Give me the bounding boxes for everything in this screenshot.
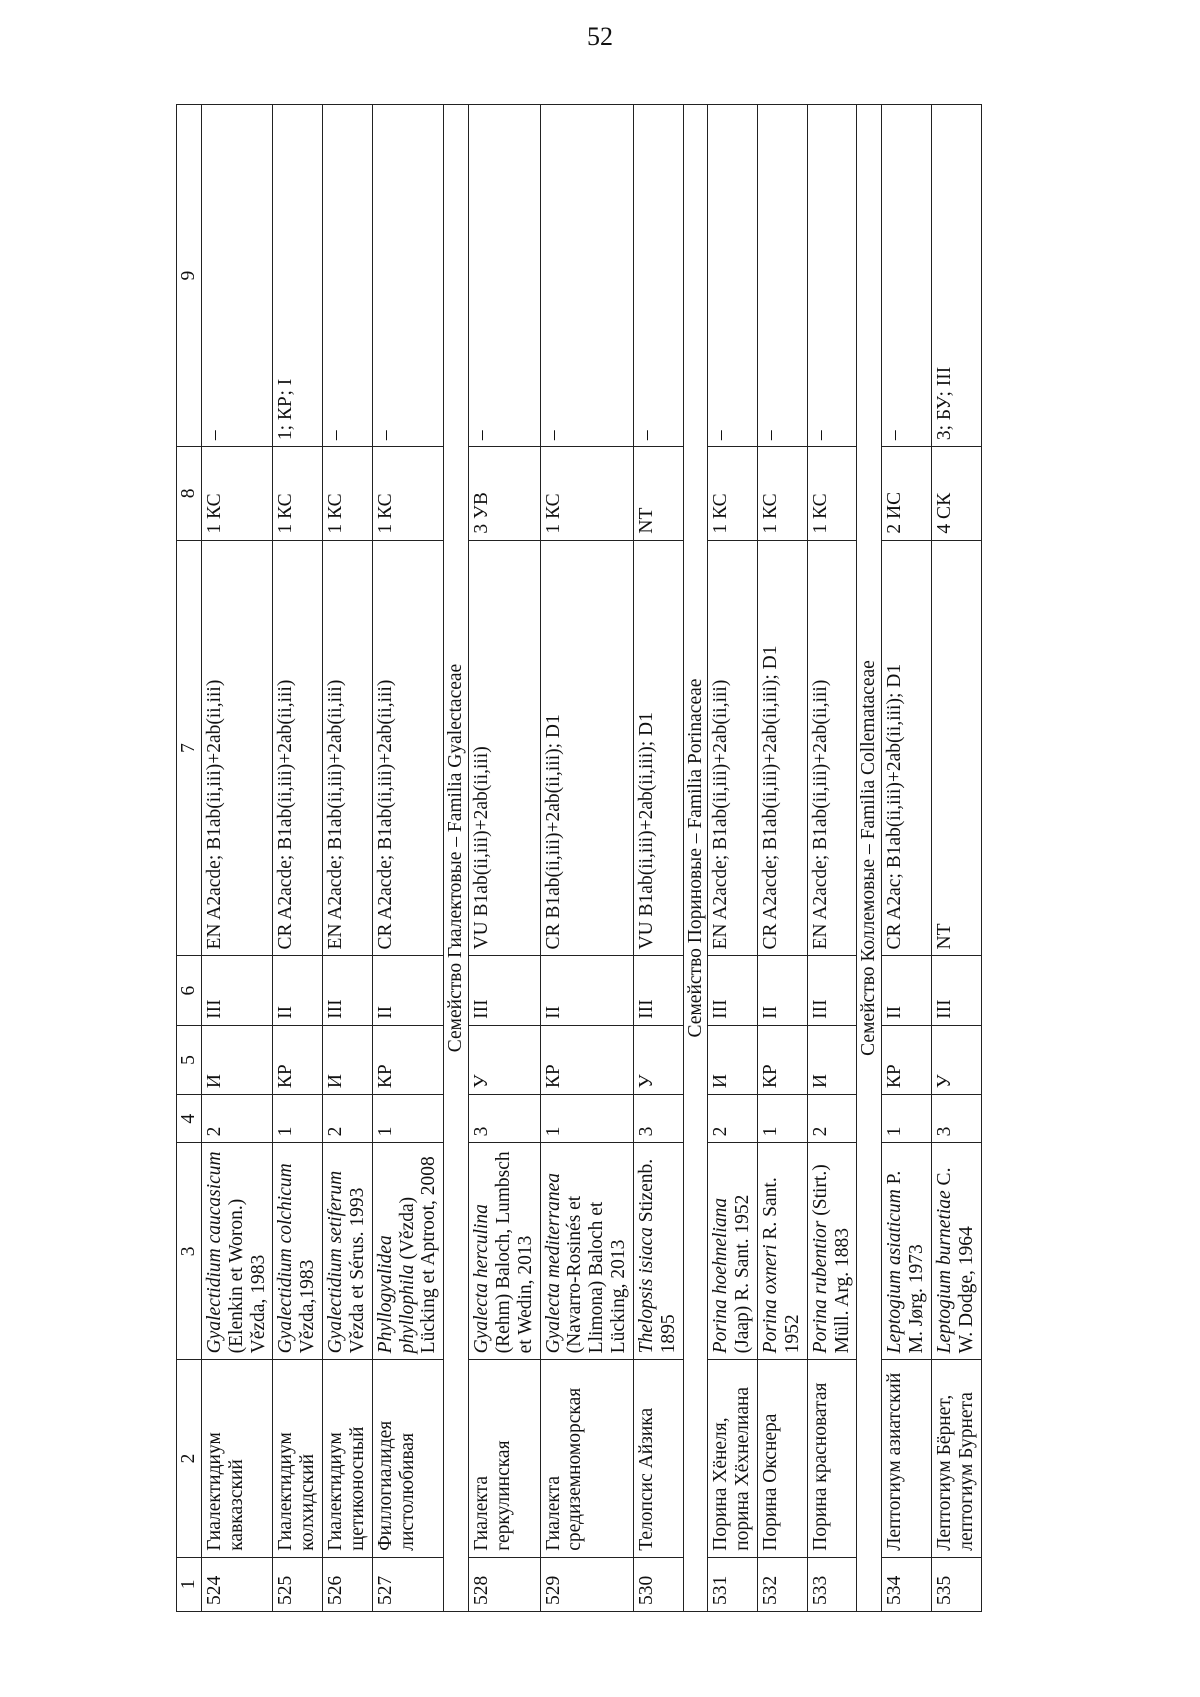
column-number-row bbox=[177, 105, 202, 1612]
family-header-row bbox=[444, 105, 469, 1612]
column-8-value: 1 КС bbox=[807, 447, 857, 540]
table-row bbox=[931, 105, 981, 1612]
column-8-value: 2 ИС bbox=[882, 447, 932, 540]
column-5-value: И bbox=[708, 1025, 758, 1094]
russian-name: Гиалекта средиземноморская bbox=[540, 1360, 633, 1557]
russian-name: Гиалектидиум кавказский bbox=[202, 1360, 273, 1557]
table-body bbox=[202, 105, 982, 1612]
table-row bbox=[202, 105, 273, 1612]
iucn-criteria: VU B1ab(ii,iii)+2ab(ii,iii) bbox=[469, 540, 540, 956]
species-number: 529 bbox=[540, 1557, 633, 1611]
scientific-name bbox=[469, 1143, 540, 1360]
column-number: 6 bbox=[177, 956, 202, 1025]
column-5-value: И bbox=[202, 1025, 273, 1094]
column-6-value: III bbox=[807, 956, 857, 1025]
species-number: 528 bbox=[469, 1557, 540, 1611]
column-number: 7 bbox=[177, 540, 202, 956]
column-6-value: II bbox=[273, 956, 323, 1025]
iucn-criteria: EN A2acde; B1ab(ii,iii)+2ab(ii,iii) bbox=[807, 540, 857, 956]
iucn-criteria: CR B1ab(ii,iii)+2ab(ii,iii); D1 bbox=[540, 540, 633, 956]
iucn-criteria: EN A2acde; B1ab(ii,iii)+2ab(ii,iii) bbox=[708, 540, 758, 956]
column-number: 8 bbox=[177, 447, 202, 540]
russian-name: Лептогиум азиатский bbox=[882, 1360, 932, 1557]
column-9-value: – bbox=[372, 105, 443, 447]
column-number: 3 bbox=[177, 1143, 202, 1360]
latin-binomial: Gyalectidium colchicum bbox=[275, 1163, 297, 1354]
column-6-value: II bbox=[540, 956, 633, 1025]
family-header: Семейство Пориновые – Familia Porinaceae bbox=[683, 105, 708, 1612]
table-row bbox=[807, 105, 857, 1612]
column-4-value: 2 bbox=[807, 1095, 857, 1143]
author-citation: (Elenkin et Woron.) Vězda, 1983 bbox=[225, 1198, 269, 1354]
russian-name: Гиалектидиум колхидский bbox=[273, 1360, 323, 1557]
column-8-value: 1 КС bbox=[202, 447, 273, 540]
family-header-row bbox=[683, 105, 708, 1612]
column-number: 5 bbox=[177, 1025, 202, 1094]
column-4-value: 2 bbox=[708, 1095, 758, 1143]
column-9-value: – bbox=[469, 105, 540, 447]
column-8-value: 1 КС bbox=[540, 447, 633, 540]
author-citation: R. Sant. 1952 bbox=[760, 1177, 803, 1354]
author-citation: (Jaap) R. Sant. 1952 bbox=[732, 1194, 754, 1354]
column-8-value: 1 КС bbox=[323, 447, 373, 540]
column-5-value: КР bbox=[540, 1025, 633, 1094]
species-number: 532 bbox=[758, 1557, 808, 1611]
scientific-name bbox=[807, 1143, 857, 1360]
column-9-value: – bbox=[708, 105, 758, 447]
family-header: Семейство Коллемовые – Familia Collemataceae bbox=[857, 105, 882, 1612]
iucn-criteria: NT bbox=[931, 540, 981, 956]
column-6-value: III bbox=[202, 956, 273, 1025]
column-4-value: 1 bbox=[372, 1095, 443, 1143]
column-6-value: III bbox=[633, 956, 683, 1025]
column-9-value: – bbox=[758, 105, 808, 447]
scientific-name bbox=[882, 1143, 932, 1360]
russian-name: Порина красноватая bbox=[807, 1360, 857, 1557]
column-8-value: 4 СК bbox=[931, 447, 981, 540]
iucn-criteria: CR A2acde; B1ab(ii,iii)+2ab(ii,iii); D1 bbox=[758, 540, 808, 956]
russian-name: Гиалекта геркулинская bbox=[469, 1360, 540, 1557]
latin-binomial: Porina rubentior bbox=[809, 1220, 831, 1354]
table-row bbox=[469, 105, 540, 1612]
latin-binomial: Porina oxneri bbox=[760, 1244, 782, 1354]
russian-name: Телопсис Айзика bbox=[633, 1360, 683, 1557]
column-9-value: – bbox=[807, 105, 857, 447]
column-4-value: 1 bbox=[882, 1095, 932, 1143]
table-row bbox=[323, 105, 373, 1612]
species-number: 530 bbox=[633, 1557, 683, 1611]
author-citation: Vězda et Sérus. 1993 bbox=[346, 1187, 368, 1354]
column-5-value: КР bbox=[372, 1025, 443, 1094]
family-header: Семейство Гиалектовые – Familia Gyalectaceae bbox=[444, 105, 469, 1612]
latin-binomial: Porina hoehneliana bbox=[710, 1197, 732, 1354]
author-citation: P. M. Jørg. 1973 bbox=[884, 1170, 928, 1354]
column-4-value: 3 bbox=[469, 1095, 540, 1143]
species-number: 527 bbox=[372, 1557, 443, 1611]
column-5-value: КР bbox=[882, 1025, 932, 1094]
russian-name: Порина Хёнеля, порина Хёхнелиана bbox=[708, 1360, 758, 1557]
author-citation: (Rehm) Baloch, Lumbsch et Wedin, 2013 bbox=[492, 1151, 536, 1354]
table-row bbox=[273, 105, 323, 1612]
russian-name: Гиалектидиум щетиконосный bbox=[323, 1360, 373, 1557]
column-6-value: II bbox=[758, 956, 808, 1025]
column-9-value: – bbox=[202, 105, 273, 447]
column-4-value: 2 bbox=[202, 1095, 273, 1143]
column-8-value: NT bbox=[633, 447, 683, 540]
column-8-value: 1 КС bbox=[273, 447, 323, 540]
table-row bbox=[540, 105, 633, 1612]
species-number: 533 bbox=[807, 1557, 857, 1611]
author-citation: (Stirt.) Müll. Arg. 1883 bbox=[809, 1164, 853, 1354]
iucn-criteria: CR A2acde; B1ab(ii,iii)+2ab(ii,iii) bbox=[273, 540, 323, 956]
russian-name: Лептогиум Бёрнет, лептогиум Бурнета bbox=[931, 1360, 981, 1557]
column-4-value: 2 bbox=[323, 1095, 373, 1143]
species-number: 526 bbox=[323, 1557, 373, 1611]
column-5-value: И bbox=[323, 1025, 373, 1094]
iucn-criteria: EN A2acde; B1ab(ii,iii)+2ab(ii,iii) bbox=[323, 540, 373, 956]
species-number: 524 bbox=[202, 1557, 273, 1611]
column-9-value: – bbox=[540, 105, 633, 447]
column-6-value: III bbox=[323, 956, 373, 1025]
column-5-value: И bbox=[807, 1025, 857, 1094]
author-citation: (Navarro-Rosinés et Llimona) Baloch et Lücking, 2013 bbox=[564, 1195, 630, 1354]
column-number: 4 bbox=[177, 1095, 202, 1143]
column-number: 1 bbox=[177, 1557, 202, 1611]
column-5-value: У bbox=[469, 1025, 540, 1094]
latin-binomial: Thelopsis isiaca bbox=[635, 1227, 657, 1354]
column-number: 2 bbox=[177, 1360, 202, 1557]
table-row bbox=[708, 105, 758, 1612]
column-9-value: 1; КР; I bbox=[273, 105, 323, 447]
column-4-value: 1 bbox=[758, 1095, 808, 1143]
latin-binomial: Gyalecta mediterranea bbox=[542, 1173, 564, 1354]
column-6-value: II bbox=[882, 956, 932, 1025]
species-number: 534 bbox=[882, 1557, 932, 1611]
scientific-name bbox=[323, 1143, 373, 1360]
column-6-value: III bbox=[708, 956, 758, 1025]
red-list-table bbox=[176, 104, 982, 1612]
iucn-criteria: CR A2acde; B1ab(ii,iii)+2ab(ii,iii) bbox=[372, 540, 443, 956]
latin-binomial: Leptogium burnetiae bbox=[933, 1190, 955, 1354]
latin-binomial: Phyllogyalidea phyllophila bbox=[374, 1235, 418, 1354]
page-number: 52 bbox=[587, 22, 613, 51]
column-5-value: У bbox=[633, 1025, 683, 1094]
table-row bbox=[372, 105, 443, 1612]
column-5-value: КР bbox=[758, 1025, 808, 1094]
author-citation: (Vězda) Lücking et Aptroot, 2008 bbox=[396, 1156, 440, 1354]
iucn-criteria: EN A2acde; B1ab(ii,iii)+2ab(ii,iii) bbox=[202, 540, 273, 956]
species-number: 535 bbox=[931, 1557, 981, 1611]
scientific-name bbox=[372, 1143, 443, 1360]
scientific-name bbox=[273, 1143, 323, 1360]
column-9-value: – bbox=[882, 105, 932, 447]
column-9-value: 3; БУ; III bbox=[931, 105, 981, 447]
scientific-name bbox=[633, 1143, 683, 1360]
column-4-value: 3 bbox=[633, 1095, 683, 1143]
column-5-value: КР bbox=[273, 1025, 323, 1094]
latin-binomial: Gyalectidium caucasicum bbox=[204, 1151, 225, 1354]
latin-binomial: Leptogium asiaticum bbox=[884, 1189, 906, 1354]
column-6-value: III bbox=[931, 956, 981, 1025]
scientific-name bbox=[202, 1143, 273, 1360]
species-number: 525 bbox=[273, 1557, 323, 1611]
column-9-value: – bbox=[633, 105, 683, 447]
russian-name: Порина Окснера bbox=[758, 1360, 808, 1557]
author-citation: C. W. Dodge, 1964 bbox=[933, 1167, 977, 1354]
scientific-name bbox=[708, 1143, 758, 1360]
scientific-name bbox=[540, 1143, 633, 1360]
iucn-criteria: CR A2ac; B1ab(ii,iii)+2ab(ii,iii); D1 bbox=[882, 540, 932, 956]
russian-name: Филлогиалидея листолюбивая bbox=[372, 1360, 443, 1557]
column-6-value: III bbox=[469, 956, 540, 1025]
column-4-value: 3 bbox=[931, 1095, 981, 1143]
column-number: 9 bbox=[177, 105, 202, 447]
scientific-name bbox=[931, 1143, 981, 1360]
iucn-criteria: VU B1ab(ii,iii)+2ab(ii,iii); D1 bbox=[633, 540, 683, 956]
column-4-value: 1 bbox=[540, 1095, 633, 1143]
table-row bbox=[633, 105, 683, 1612]
species-number: 531 bbox=[708, 1557, 758, 1611]
column-8-value: 1 КС bbox=[708, 447, 758, 540]
latin-binomial: Gyalecta herculina bbox=[471, 1204, 493, 1354]
column-6-value: II bbox=[372, 956, 443, 1025]
column-4-value: 1 bbox=[273, 1095, 323, 1143]
author-citation: Stizenb. 1895 bbox=[635, 1158, 679, 1354]
column-5-value: У bbox=[931, 1025, 981, 1094]
table-row bbox=[758, 105, 808, 1612]
column-8-value: 3 УВ bbox=[469, 447, 540, 540]
table-row bbox=[882, 105, 932, 1612]
column-9-value: – bbox=[323, 105, 373, 447]
scientific-name bbox=[758, 1143, 808, 1360]
latin-binomial: Gyalectidium setiferum bbox=[325, 1170, 347, 1354]
author-citation: Vězda,1983 bbox=[297, 1259, 319, 1354]
column-8-value: 1 КС bbox=[758, 447, 808, 540]
column-8-value: 1 КС bbox=[372, 447, 443, 540]
rotated-table-container bbox=[176, 104, 1104, 1612]
family-header-row bbox=[857, 105, 882, 1612]
